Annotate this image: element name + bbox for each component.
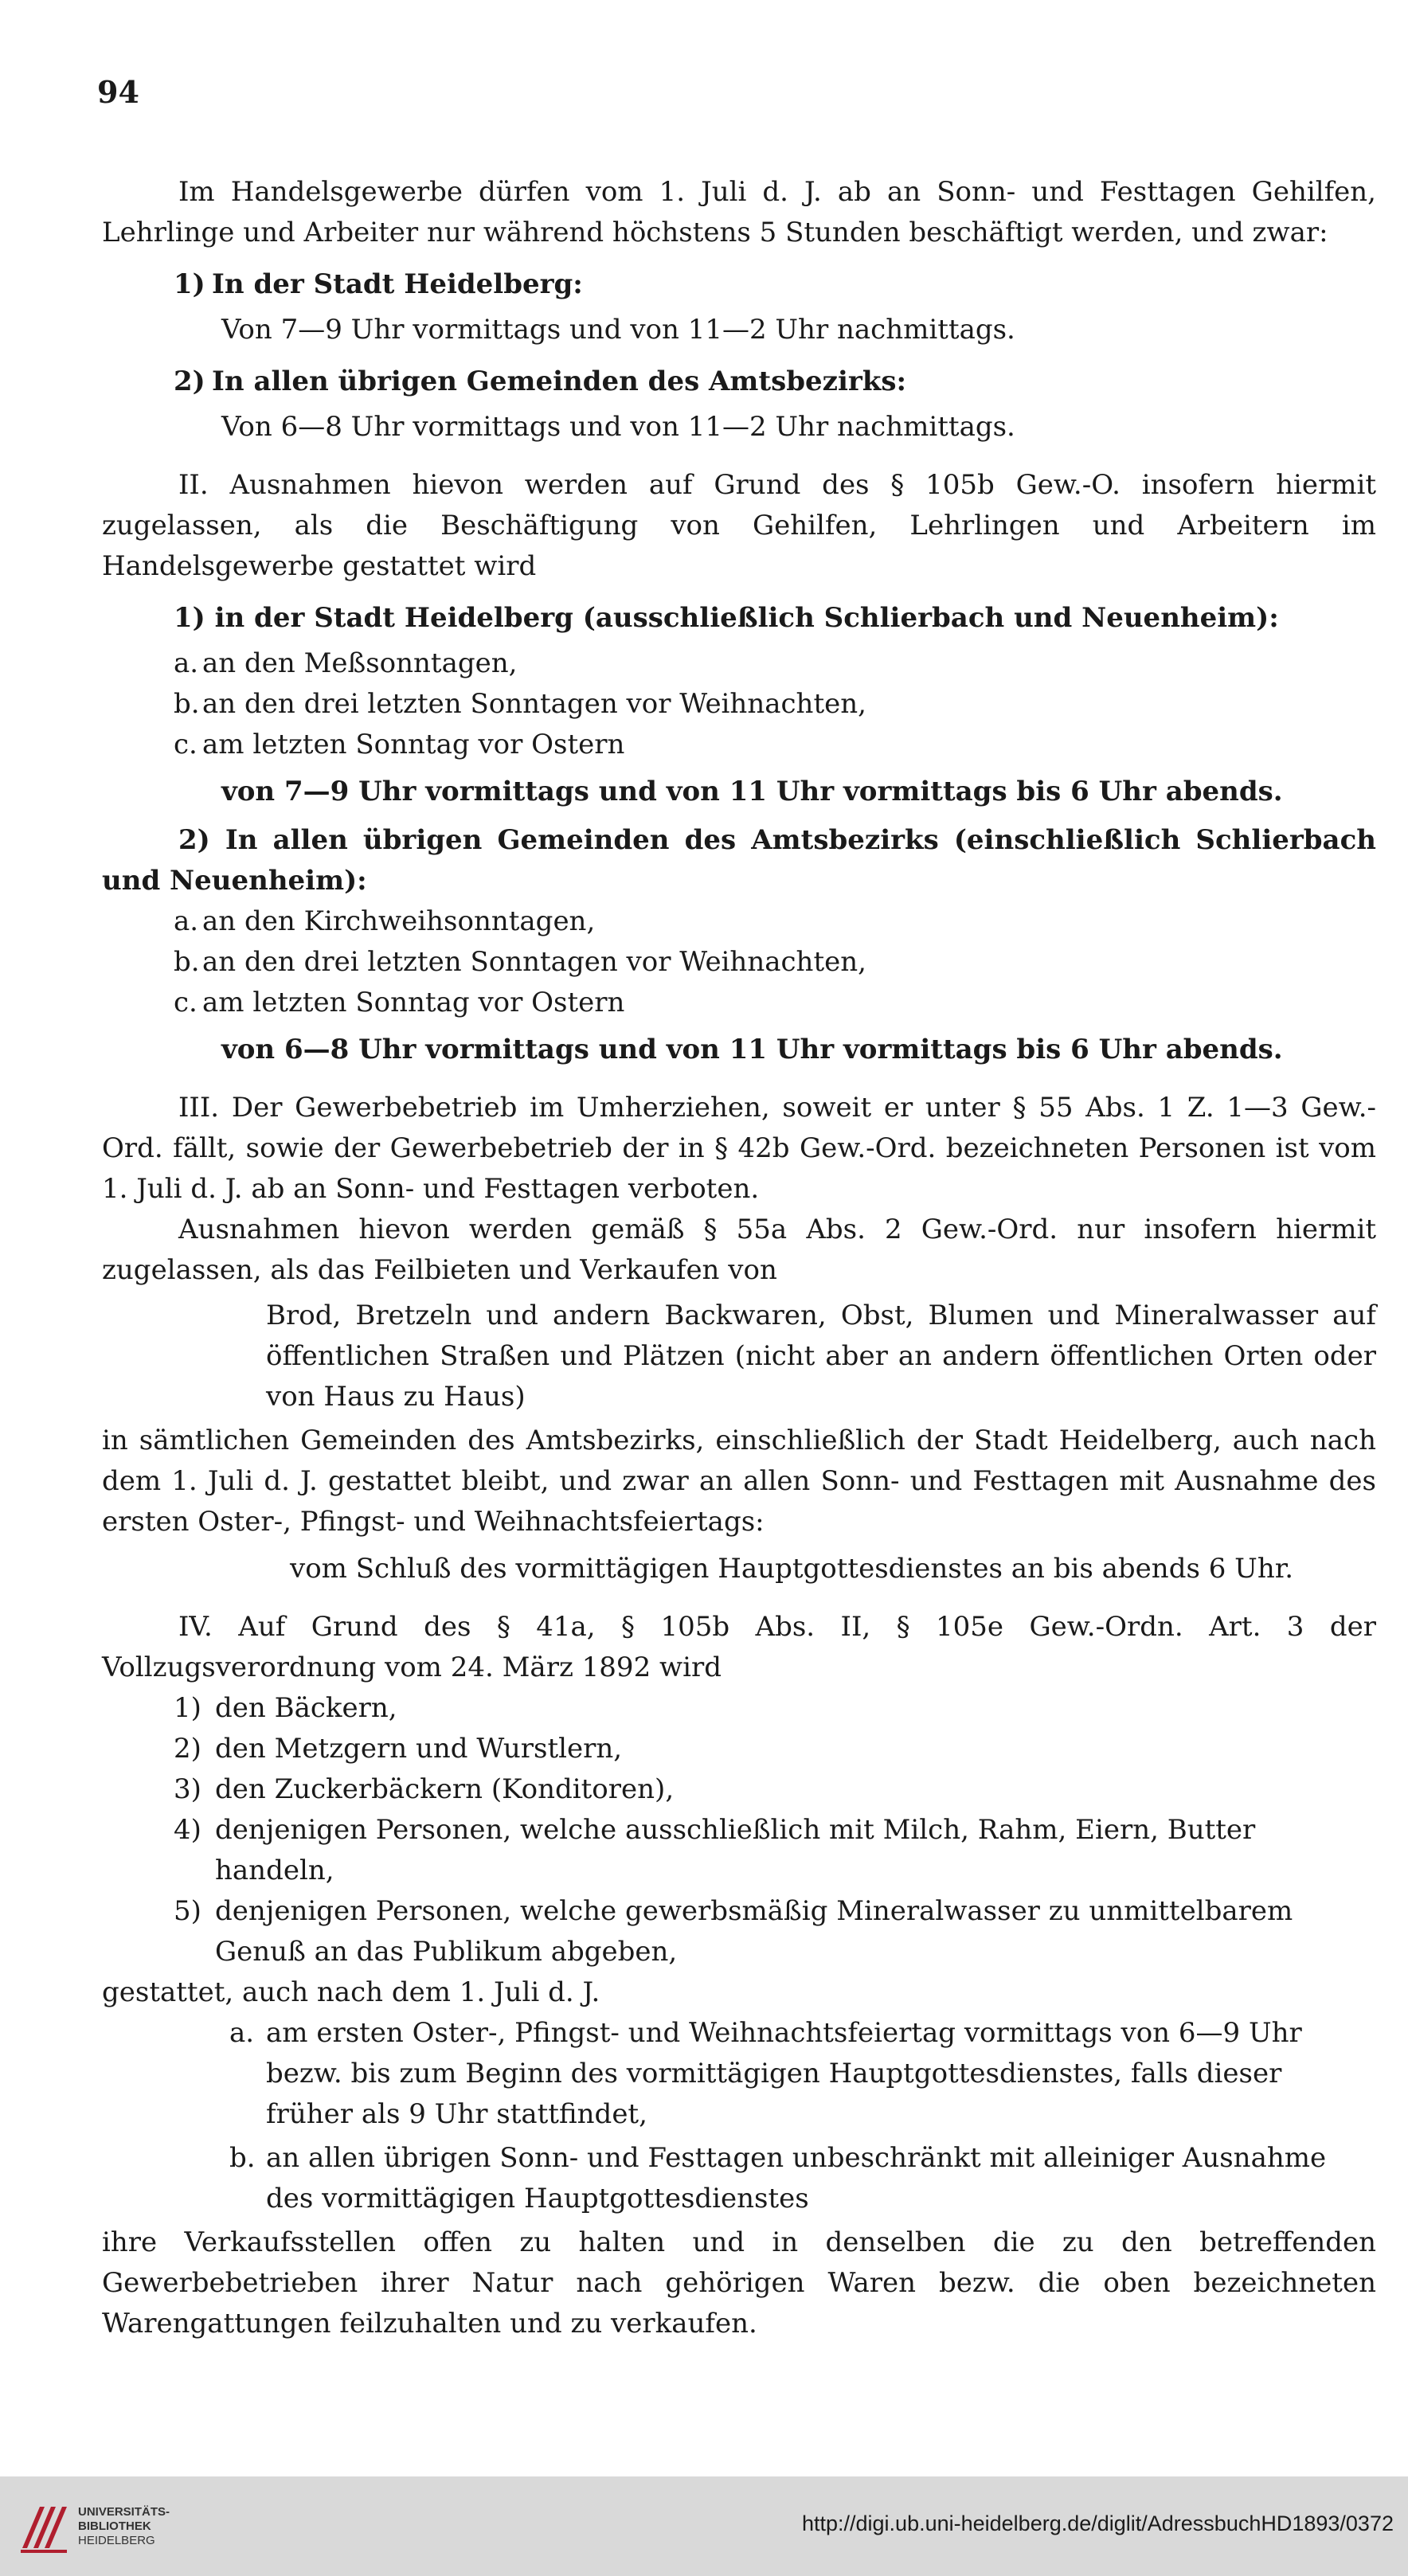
part4-closing: ihre Verkaufsstellen offen zu halten und in denselben die zu den betreffenden Gewerbebetrieben ihrer Natur nach gehörigen Waren bezw. die oben bezeichneten Warengattungen feilzuhalten und zu verkaufen. xyxy=(102,2226,1376,2340)
list-item: a. am ersten Oster-, Pfingst- und Weihnachtsfeiertag vormittags von 6—9 Uhr bezw. bis zum Beginn des vormittägigen Hauptgottesdienstes, falls dieser früher als 9 Uhr stattfindet, xyxy=(229,2017,1302,2130)
intro-paragraph: Im Handelsgewerbe dürfen vom 1. Juli d. J. ab an Sonn- und Festtagen Gehilfen, Lehrlinge und Arbeiter nur während höchstens 5 Stunden beschäftigt werden, und zwar: xyxy=(102,176,1376,248)
part1-item1-time: Von 7—9 Uhr vormittags und von 11—2 Uhr nachmittags. xyxy=(221,314,1015,346)
list-item: b. an den drei letzten Sonntagen vor Weihnachten, xyxy=(174,946,866,978)
part1-item2 xyxy=(174,362,1376,402)
part4-letters xyxy=(229,2013,1376,2219)
part1-item1-label: In der Stadt Heidelberg: xyxy=(212,268,583,300)
part2-item2: 2) In allen übrigen Gemeinden des Amtsbezirks (einschließlich Schlierbach und Neuenheim): xyxy=(102,824,1376,897)
part4-list xyxy=(174,1688,1376,1972)
part1-item1-num: 1) xyxy=(174,268,205,300)
library-name: UNIVERSITÄTS- BIBLIOTHEK HEIDELBERG xyxy=(78,2505,170,2547)
list-item: c. am letzten Sonntag vor Ostern xyxy=(174,987,625,1018)
list-item: b. an den drei letzten Sonntagen vor Weihnachten, xyxy=(174,688,866,720)
part1-item2-num: 2) xyxy=(174,365,205,397)
part2-intro: II. Ausnahmen hievon werden auf Grund des § 105b Gew.-O. insofern hiermit zugelassen, als die Beschäftigung von Gehilfen, Lehrlingen und Arbeitern im Handelsgewerbe gestattet wird xyxy=(102,469,1376,582)
part1-item2-time: Von 6—8 Uhr vormittags und von 11—2 Uhr nachmittags. xyxy=(221,411,1015,443)
part2-item2-time: von 6—8 Uhr vormittags und von 11 Uhr vormittags bis 6 Uhr abends. xyxy=(221,1034,1283,1065)
list-item: 3) den Zuckerbäckern (Konditoren), xyxy=(174,1773,675,1805)
page-number: 94 xyxy=(97,74,139,110)
part4-intro: IV. Auf Grund des § 41a, § 105b Abs. II, § 105e Gew.-Ordn. Art. 3 der Vollzugsverordnung vom 24. März 1892 wird xyxy=(102,1611,1376,1683)
part3-exceptions: Ausnahmen hievon werden gemäß § 55a Abs. 2 Gew.-Ord. nur insofern hiermit zugelassen, als das Feilbieten und Verkaufen von xyxy=(102,1214,1376,1286)
part2-item1: 1) in der Stadt Heidelberg (ausschließlich Schlierbach und Neuenheim): xyxy=(174,602,1279,634)
list-item: c. am letzten Sonntag vor Ostern xyxy=(174,729,625,760)
list-item: 2) den Metzgern und Wurstlern, xyxy=(174,1733,623,1765)
list-item: 4) denjenigen Personen, welche ausschließlich mit Milch, Rahm, Eiern, Butter handeln, xyxy=(174,1814,1256,1886)
viewer-footer xyxy=(0,2476,1408,2576)
page-content xyxy=(97,68,1376,2344)
university-library-logo-icon xyxy=(16,2500,72,2556)
list-item: 1) den Bäckern, xyxy=(174,1692,397,1724)
part4-allowed: gestattet, auch nach dem 1. Juli d. J. xyxy=(102,1976,600,2008)
part2-item1-letters xyxy=(174,643,1376,765)
part1-item2-label: In allen übrigen Gemeinden des Amtsbezirks: xyxy=(212,365,907,397)
part3-intro: III. Der Gewerbebetrieb im Umherziehen, soweit er unter § 55 Abs. 1 Z. 1—3 Gew.-Ord. fällt, sowie der Gewerbebetrieb der in § 42b Gew.-Ord. bezeichneten Personen ist vom 1. Juli d. J. ab an Sonn- und Festtagen verboten. xyxy=(102,1092,1376,1205)
source-url-link[interactable]: http://digi.ub.uni-heidelberg.de/diglit/AdressbuchHD1893/0372 xyxy=(801,2512,1394,2535)
part1-item1 xyxy=(174,264,1376,305)
part2-item1-time: von 7—9 Uhr vormittags und von 11 Uhr vormittags bis 6 Uhr abends. xyxy=(221,776,1283,807)
list-item: a. an den Meßsonntagen, xyxy=(174,647,518,679)
part3-time: vom Schluß des vormittägigen Hauptgottesdienstes an bis abends 6 Uhr. xyxy=(290,1553,1294,1585)
part3-continuation: in sämtlichen Gemeinden des Amtsbezirks, einschließlich der Stadt Heidelberg, auch nach dem 1. Juli d. J. gestattet bleibt, und zwar an allen Sonn- und Festtagen mit Ausnahme des ersten Oster-, Pfingst- und Weihnachtsfeiertags: xyxy=(102,1425,1376,1538)
part2-item2-letters xyxy=(174,901,1376,1023)
list-item: a. an den Kirchweihsonntagen, xyxy=(174,905,596,937)
list-item: 5) denjenigen Personen, welche gewerbsmäßig Mineralwasser zu unmittelbarem Genuß an das Publikum abgeben, xyxy=(174,1895,1293,1968)
part3-goods: Brod, Bretzeln und andern Backwaren, Obst, Blumen und Mineralwasser auf öffentlichen Straßen und Plätzen (nicht aber an andern öffentlichen Orten oder von Haus zu Haus) xyxy=(266,1300,1376,1413)
list-item: b. an allen übrigen Sonn- und Festtagen unbeschränkt mit alleiniger Ausnahme des vormittägigen Hauptgottesdienstes xyxy=(229,2142,1327,2214)
